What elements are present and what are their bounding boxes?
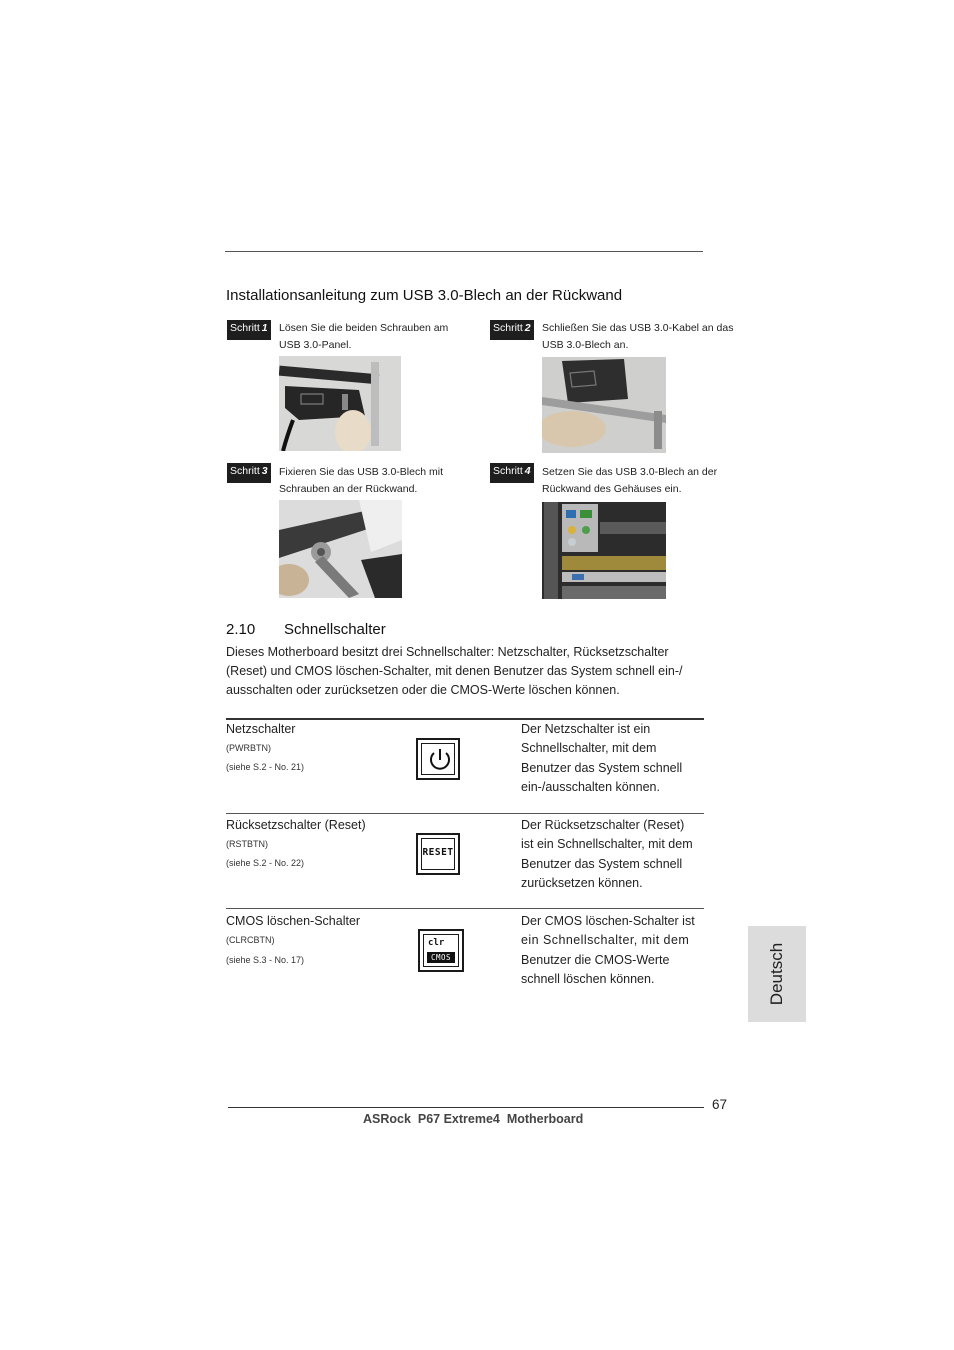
step-2-text: Schließen Sie das USB 3.0-Kabel an das USB 3.0-Blech an. bbox=[542, 322, 734, 351]
power-switch-code: (PWRBTN) bbox=[226, 743, 271, 753]
step-2-number: 2 bbox=[524, 322, 531, 334]
step-2-badge bbox=[490, 320, 534, 340]
cmos-switch-code: (CLRCBTN) bbox=[226, 935, 275, 945]
top-rule bbox=[225, 251, 703, 252]
step-3-photo bbox=[279, 500, 402, 598]
clear-cmos-icon bbox=[418, 929, 464, 972]
cmos-switch-ref: (siehe S.3 - No. 17) bbox=[226, 955, 305, 965]
step-1-text: Lösen Sie die beiden Schrauben am USB 3.0-Panel. bbox=[279, 322, 449, 351]
step-2-photo bbox=[542, 357, 666, 453]
page-number: 67 bbox=[712, 1097, 728, 1112]
cmos-switch-desc bbox=[521, 912, 695, 989]
switch-row-divider bbox=[226, 813, 704, 814]
power-icon bbox=[416, 738, 460, 780]
quick-switch-number: 2.10 bbox=[226, 621, 256, 638]
reset-switch-desc-line: Der Rücksetzschalter (Reset) bbox=[521, 818, 685, 832]
reset-switch-desc-line: ist ein Schnellschalter, mit dem bbox=[521, 837, 693, 852]
step-4-text: Setzen Sie das USB 3.0-Blech an der Rückwand des Gehäuses ein. bbox=[542, 466, 718, 495]
install-section-title: Installationsanleitung zum USB 3.0-Blech an der Rückwand bbox=[226, 287, 623, 304]
language-side-tab-label: Deutsch bbox=[767, 942, 786, 1006]
step-4-badge bbox=[490, 463, 534, 483]
step-2-badge-label: Schritt bbox=[493, 322, 523, 334]
cmos-switch-desc-line: schnell löschen können. bbox=[521, 971, 655, 986]
power-switch-desc-line: ein-/ausschalten können. bbox=[521, 779, 660, 794]
power-switch-desc-line: Schnellschalter, mit dem bbox=[521, 741, 657, 756]
clear-cmos-icon-bottom: CMOS bbox=[427, 952, 455, 963]
reset-switch-desc bbox=[521, 816, 693, 893]
step-3-badge-label: Schritt bbox=[230, 465, 260, 477]
reset-switch-desc-line: zurücksetzen können. bbox=[521, 875, 643, 890]
power-switch-desc-line: Der Netzschalter ist ein bbox=[521, 722, 651, 736]
footer-rule bbox=[228, 1107, 704, 1108]
reset-switch-code: (RSTBTN) bbox=[226, 839, 268, 849]
quick-switch-intro: Dieses Motherboard besitzt drei Schnellschalter: Netzschalter, Rücksetzschalter (Reset) und CMOS löschen-Schalter, mit denen Benutzer das System schnell ein-/ ausschalten oder zurücksetzen oder die CMOS-Werte löschen können. bbox=[226, 645, 683, 697]
step-3-text: Fixieren Sie das USB 3.0-Blech mit Schrauben an der Rückwand. bbox=[279, 466, 443, 495]
cmos-switch-desc-line: Der CMOS löschen-Schalter ist bbox=[521, 914, 695, 928]
quick-switch-title bbox=[226, 621, 386, 638]
reset-switch-desc-line: Benutzer das System schnell bbox=[521, 856, 683, 871]
reset-switch-ref: (siehe S.2 - No. 22) bbox=[226, 858, 305, 868]
reset-icon bbox=[416, 833, 460, 875]
step-3-number: 3 bbox=[261, 465, 268, 477]
step-1-photo bbox=[279, 356, 401, 451]
step-1-badge-label: Schritt bbox=[230, 322, 260, 334]
footer-product: ASRock P67 Extreme4 Motherboard bbox=[363, 1112, 584, 1126]
step-1-number: 1 bbox=[261, 322, 268, 334]
cmos-switch-desc-line: Benutzer die CMOS-Werte bbox=[521, 952, 670, 967]
cmos-switch-name: CMOS löschen-Schalter bbox=[226, 914, 361, 928]
step-4-number: 4 bbox=[524, 465, 531, 477]
power-switch-desc bbox=[521, 720, 682, 797]
quick-switch-heading: Schnellschalter bbox=[284, 621, 386, 638]
clear-cmos-icon-top: clr bbox=[428, 938, 445, 948]
step-4-photo bbox=[542, 502, 666, 599]
cmos-switch-desc-line: ein Schnellschalter, mit dem bbox=[521, 933, 690, 948]
step-3-badge bbox=[227, 463, 271, 483]
power-switch-desc-line: Benutzer das System schnell bbox=[521, 760, 683, 775]
step-4-badge-label: Schritt bbox=[493, 465, 523, 477]
reset-icon-label: RESET bbox=[422, 847, 454, 858]
step-1-badge bbox=[227, 320, 271, 340]
power-switch-name: Netzschalter bbox=[226, 722, 296, 736]
reset-switch-name: Rücksetzschalter (Reset) bbox=[226, 818, 366, 832]
power-switch-ref: (siehe S.2 - No. 21) bbox=[226, 762, 305, 772]
switch-row-divider bbox=[226, 908, 704, 909]
language-side-tab bbox=[748, 926, 806, 1022]
